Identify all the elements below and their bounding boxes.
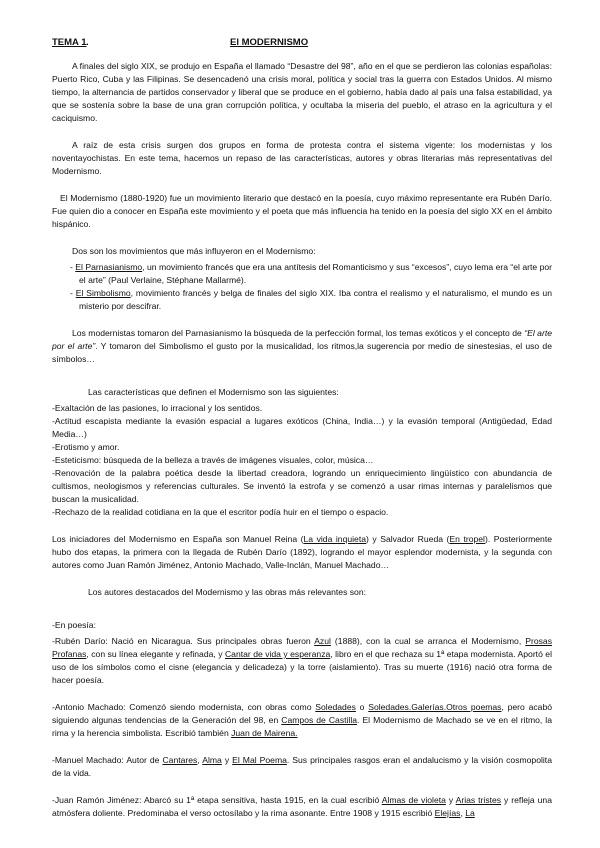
- author-text: , con su línea elegante y refinada, y: [86, 649, 225, 659]
- author-text: y: [445, 795, 456, 805]
- author-text: , pero acabó siguiendo algunas tendencias de la Generación del 98, en: [52, 702, 553, 725]
- author-text: y refleja una atmósfera doliente. Predominaba el verso octosílabo y la rima asonante. Entre 1908 y 1915 escribió: [52, 795, 552, 818]
- author-text: . El Modernismo de Machado se ve en el ritmo, la rima y la herencia simbolista. Escribió también: [52, 715, 552, 738]
- author-text: o: [355, 702, 369, 712]
- movements-section: [52, 245, 552, 313]
- feature-item: -Renovación de la palabra poética desde la libertad creadora, logrando un enriquecimiento lingüístico con abundancia de cultismos, neologismos y referencias culturales. Se inventó la estrofa y se comenzó a usar rimas internas y paralelismos que buscan la musicalidad.: [52, 468, 552, 504]
- author-text: y: [221, 755, 233, 765]
- author-text: . Sus principales rasgos eran el andalucismo y la visión cosmopolita de la vida.: [52, 755, 552, 778]
- work-title: Soledades: [315, 702, 356, 712]
- work-title: El Mal Poema: [232, 755, 287, 765]
- movement-text: , un movimiento francés que era una antítesis del Romanticismo y sus “excesos”, cuyo lema era “el arte por el arte” (Paul Verlaine, Stéphane Mallarmé).: [79, 262, 553, 285]
- intro-paragraph-3: El Modernismo (1880-1920) fue un movimiento literario que destacó en la poesía, cuyo máximo representante era Rubén Darío. Fue quien dio a conocer en España este movimiento y el poeta que más influencia ha tenido en la poesía del siglo XX en el ámbito hispánico.: [52, 193, 552, 229]
- features-list: [52, 402, 552, 519]
- movement-parnasianismo: [70, 261, 552, 287]
- influence-quote: “El arte por el arte”: [52, 328, 552, 351]
- feature-item: -Rechazo de la realidad cotidiana en la que el escritor podía huir en el tiempo o espacio.: [52, 507, 389, 517]
- author-text: -Antonio Machado: Comenzó siendo modernista, con obras como: [52, 702, 316, 712]
- author-antonio-machado: [52, 701, 552, 740]
- work-title: Almas de violeta: [381, 795, 446, 805]
- list-dash: -: [70, 262, 76, 272]
- author-ruben-dario: [52, 635, 552, 687]
- work-title: Elejías: [434, 808, 461, 818]
- list-dash: -: [70, 288, 76, 298]
- intro-paragraph-1: A finales del siglo XIX, se produjo en España el llamado “Desastre del 98”, año en el que se perdieron las colonias españolas: Puerto Rico, Cuba y las Filipinas. Se desencadenó una crisis moral, política y social tras la guerra con Estados Unidos. Al mismo tiempo, la alternancia de partidos conservador y liberal que se produce en el gobierno, había dado al país una falsa estabilidad, ya que se sostenía sobre la base de una gran corrupción política, y ocultaba la miseria del pueblo, el atraso en la agricultura y el caciquismo.: [52, 61, 552, 123]
- author-text: ,: [460, 808, 466, 818]
- work-title: Campos de Castilla: [281, 715, 358, 725]
- feature-item: -Erotismo y amor.: [52, 442, 120, 452]
- work-title: Cantares: [162, 755, 198, 765]
- work-title: En tropel: [449, 534, 485, 544]
- movement-name: El Parnasianismo: [75, 262, 143, 272]
- author-text: -Rubén Darío: Nació en Nicaragua. Sus principales obras fueron: [52, 636, 315, 646]
- initiators-paragraph: [52, 533, 552, 572]
- initiators-text: Los iniciadores del Modernismo en España son Manuel Reina (: [52, 534, 304, 544]
- work-title: La: [465, 808, 475, 818]
- author-juan-ramon-jimenez: [52, 794, 552, 820]
- work-title: Azul: [314, 636, 331, 646]
- work-title: Arias tristes: [455, 795, 502, 805]
- poetry-heading: -En poesía:: [52, 620, 96, 630]
- feature-item: -Actitud escapista mediante la evasión espacial a lugares exóticos (China, India…) y la evasión temporal (Antigüedad, Edad Media…): [52, 416, 552, 439]
- author-text: (1888), con la cual se arranca el Modernismo,: [330, 636, 526, 646]
- movement-name: El Simbolismo: [75, 288, 131, 298]
- feature-item: -Exaltación de las pasiones, lo irracional y los sentidos.: [52, 403, 263, 413]
- title-dot: .: [86, 37, 89, 48]
- document-page: [52, 36, 552, 820]
- author-text: ,: [197, 755, 203, 765]
- work-title: Cantar de vida y esperanza: [224, 649, 331, 659]
- movement-simbolismo: [70, 287, 552, 313]
- author-manuel-machado: [52, 754, 552, 780]
- authors-heading: Los autores destacados del Modernismo y las obras más relevantes son:: [88, 587, 367, 597]
- work-title: Alma: [202, 755, 222, 765]
- features-heading: Las características que definen el Modernismo son las siguientes:: [88, 387, 339, 397]
- initiators-text: ) y Salvador Rueda (: [366, 534, 450, 544]
- work-title: Soledades.Galerías.Otros poemas: [368, 702, 502, 712]
- document-title: [52, 36, 552, 52]
- work-title: Juan de Mairena.: [231, 728, 298, 738]
- work-title: La vida inquieta: [303, 534, 367, 544]
- movements-heading: Dos son los movimientos que más influyeron en el Modernismo:: [72, 246, 316, 256]
- intro-paragraph-2: A raíz de esta crisis surgen dos grupos en forma de protesta contra el sistema vigente: los modernistas y los noventayochistas. En este tema, hacemos un repaso de las características, autores y obras literarias más representativas del Modernismo.: [52, 140, 552, 176]
- influence-paragraph: [52, 327, 552, 366]
- topic-name: El MODERNISMO: [230, 37, 309, 48]
- topic-number: TEMA 1: [52, 37, 87, 48]
- influence-text: . Y tomaron del Simbolismo el gusto por la musicalidad, los ritmos,la sugerencia por medio de sinestesias, el uso de símbolos…: [52, 341, 552, 364]
- author-text: -Juan Ramón Jiménez: Abarcó su 1ª etapa sensitiva, hasta 1915, en la cual escribió: [52, 795, 382, 805]
- initiators-text: ). Posteriormente hubo dos etapas, la primera con la llegada de Rubén Darío (1892), logrando el mayor esplendor modernista, y la segunda con autores como Juan Ramón Jiménez, Antonio Machado, Valle-Inclán, Manuel Machado…: [52, 534, 553, 570]
- author-text: , libro en el que rechaza su 1ª etapa modernista. Aportó el uso de los símbolos como el cisne (elegancia y delicadeza) y la torre (aislamiento). Tras su muerte (1916) nació otra forma de hacer poesía.: [52, 649, 552, 685]
- influence-text: Los modernistas tomaron del Parnasianismo la búsqueda de la perfección formal, los temas exóticos y el concepto de: [72, 328, 525, 338]
- movement-text: , movimiento francés y belga de finales del siglo XIX. Iba contra el realismo y el naturalismo, el mundo es un misterio por descifrar.: [79, 288, 552, 311]
- author-text: -Manuel Machado: Autor de: [52, 755, 163, 765]
- feature-item: -Esteticismo: búsqueda de la belleza a través de imágenes visuales, color, música…: [52, 455, 374, 465]
- work-title: Prosas Profanas: [52, 636, 552, 659]
